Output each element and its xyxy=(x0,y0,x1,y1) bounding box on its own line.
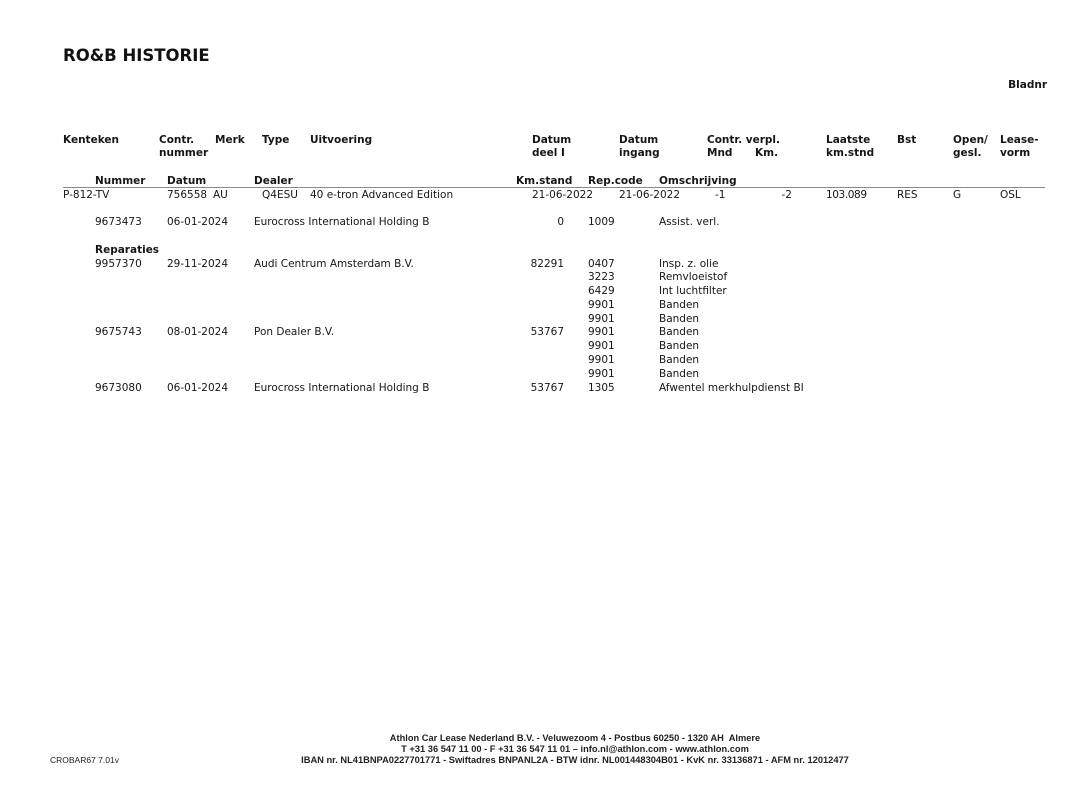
repair-omschrijving: Int luchtfilter xyxy=(659,285,727,297)
repair-rep-code: 1305 xyxy=(588,382,615,394)
repair-nummer: 9675743 xyxy=(95,326,142,338)
header-open-gesl-line2: gesl. xyxy=(953,147,982,159)
repair-line-row xyxy=(0,312,1080,326)
repair-rep-code: 9901 xyxy=(588,340,615,352)
assistance-omschrijving: Assist. verl. xyxy=(659,216,720,228)
subheader-km-stand: Km.stand xyxy=(516,175,573,187)
repair-rep-code: 9901 xyxy=(588,368,615,380)
footer-bank-registration: IBAN nr. NL41BNPA0227701771 - Swiftadres BNPANL2A - BTW idnr. NL001448304B01 - KvK nr. 33136871 - AFM nr. 12012477 xyxy=(301,755,849,765)
repair-line-row xyxy=(0,339,1080,353)
repair-omschrijving: Banden xyxy=(659,299,700,311)
header-lease-vorm: Lease- xyxy=(1000,134,1039,146)
vehicle-uitvoering: 40 e-tron Advanced Edition xyxy=(310,189,454,201)
repair-row xyxy=(0,325,1080,339)
vehicle-bst: RES xyxy=(897,189,918,201)
header-datum-deel-i: Datum xyxy=(532,134,572,146)
vehicle-open-gesl: G xyxy=(953,189,962,201)
repair-dealer: Pon Dealer B.V. xyxy=(254,326,335,338)
header-contr-nummer: Contr. xyxy=(159,134,195,146)
column-header-row-1 xyxy=(0,133,1080,147)
sub-column-header-row xyxy=(0,174,1080,188)
repair-nummer: 9673080 xyxy=(95,382,142,394)
repair-omschrijving: Banden xyxy=(659,340,700,352)
vehicle-verpl-km: -2 xyxy=(781,189,792,201)
vehicle-datum-ingang: 21-06-2022 xyxy=(619,189,681,201)
header-mnd: Mnd xyxy=(707,147,733,159)
repair-km-stand: 82291 xyxy=(530,258,564,270)
subheader-nummer: Nummer xyxy=(95,175,146,187)
header-uitvoering: Uitvoering xyxy=(310,134,373,146)
page-number-label: Bladnr xyxy=(1008,79,1047,91)
repair-km-stand: 53767 xyxy=(530,326,564,338)
header-lease-vorm-line2: vorm xyxy=(1000,147,1031,159)
form-version-code: CROBAR67 7.01v xyxy=(50,755,119,765)
subheader-datum: Datum xyxy=(167,175,207,187)
header-datum-deel-i-line2: deel I xyxy=(532,147,565,159)
repair-line-row xyxy=(0,284,1080,298)
repair-row xyxy=(0,257,1080,271)
header-laatste-km-stnd-line2: km.stnd xyxy=(826,147,875,159)
repair-km-stand: 53767 xyxy=(530,382,564,394)
repair-row xyxy=(0,381,1080,395)
repair-dealer: Eurocross International Holding B xyxy=(254,382,430,394)
repair-nummer: 9957370 xyxy=(95,258,142,270)
header-kenteken: Kenteken xyxy=(63,134,119,146)
subheader-rep-code: Rep.code xyxy=(588,175,643,187)
repair-omschrijving: Banden xyxy=(659,326,700,338)
repair-omschrijving: Afwentel merkhulpdienst BI xyxy=(659,382,804,394)
repair-line-row xyxy=(0,270,1080,284)
header-laatste-km-stnd: Laatste xyxy=(826,134,871,146)
repair-rep-code: 6429 xyxy=(588,285,615,297)
vehicle-type: Q4ESU xyxy=(262,189,298,201)
assistance-row xyxy=(0,215,1080,229)
subheader-dealer: Dealer xyxy=(254,175,293,187)
report-title: RO&B HISTORIE xyxy=(63,46,210,65)
header-datum-ingang-line2: ingang xyxy=(619,147,660,159)
vehicle-laatste-km-stnd: 103.089 xyxy=(826,189,867,201)
header-contr-verpl: Contr. verpl. xyxy=(707,134,780,146)
vehicle-merk: AU xyxy=(213,189,228,201)
subheader-omschrijving: Omschrijving xyxy=(659,175,737,187)
repair-datum: 06-01-2024 xyxy=(167,382,229,394)
header-bst: Bst xyxy=(897,134,917,146)
footer-contact-info: T +31 36 547 11 00 - F +31 36 547 11 01 – info.nl@athlon.com - www.athlon.com xyxy=(401,744,749,754)
header-datum-ingang: Datum xyxy=(619,134,659,146)
repair-rep-code: 0407 xyxy=(588,258,615,270)
repair-omschrijving: Banden xyxy=(659,313,700,325)
header-contr-nummer-line2: nummer xyxy=(159,147,209,159)
repair-rep-code: 9901 xyxy=(588,354,615,366)
vehicle-row xyxy=(0,188,1080,202)
vehicle-kenteken: P-812-TV xyxy=(63,189,110,201)
assistance-datum: 06-01-2024 xyxy=(167,216,229,228)
assistance-rep-code: 1009 xyxy=(588,216,615,228)
header-km: Km. xyxy=(755,147,779,159)
repair-line-row xyxy=(0,367,1080,381)
repair-omschrijving: Insp. z. olie xyxy=(659,258,719,270)
repair-rep-code: 9901 xyxy=(588,313,615,325)
repair-dealer: Audi Centrum Amsterdam B.V. xyxy=(254,258,414,270)
header-type: Type xyxy=(262,134,290,146)
column-header-row-2 xyxy=(0,146,1080,160)
repair-rep-code: 9901 xyxy=(588,299,615,311)
vehicle-verpl-mnd: -1 xyxy=(715,189,726,201)
repair-rep-code: 3223 xyxy=(588,271,615,283)
header-open-gesl: Open/ xyxy=(953,134,988,146)
repair-omschrijving: Remvloeistof xyxy=(659,271,728,283)
repair-rep-code: 9901 xyxy=(588,326,615,338)
assistance-km-stand: 0 xyxy=(557,216,564,228)
reparaties-section-label: Reparaties xyxy=(95,244,160,256)
repair-line-row xyxy=(0,298,1080,312)
vehicle-contract-nummer: 756558 xyxy=(167,189,208,201)
assistance-dealer: Eurocross International Holding B xyxy=(254,216,430,228)
repair-omschrijving: Banden xyxy=(659,354,700,366)
repair-datum: 08-01-2024 xyxy=(167,326,229,338)
repair-line-row xyxy=(0,353,1080,367)
header-merk: Merk xyxy=(215,134,245,146)
repair-omschrijving: Banden xyxy=(659,368,700,380)
footer-company-address: Athlon Car Lease Nederland B.V. - Veluwezoom 4 - Postbus 60250 - 1320 AH Almere xyxy=(389,733,761,743)
vehicle-lease-vorm: OSL xyxy=(1000,189,1021,201)
repair-datum: 29-11-2024 xyxy=(167,258,229,270)
vehicle-datum-deel-i: 21-06-2022 xyxy=(532,189,594,201)
assistance-nummer: 9673473 xyxy=(95,216,142,228)
